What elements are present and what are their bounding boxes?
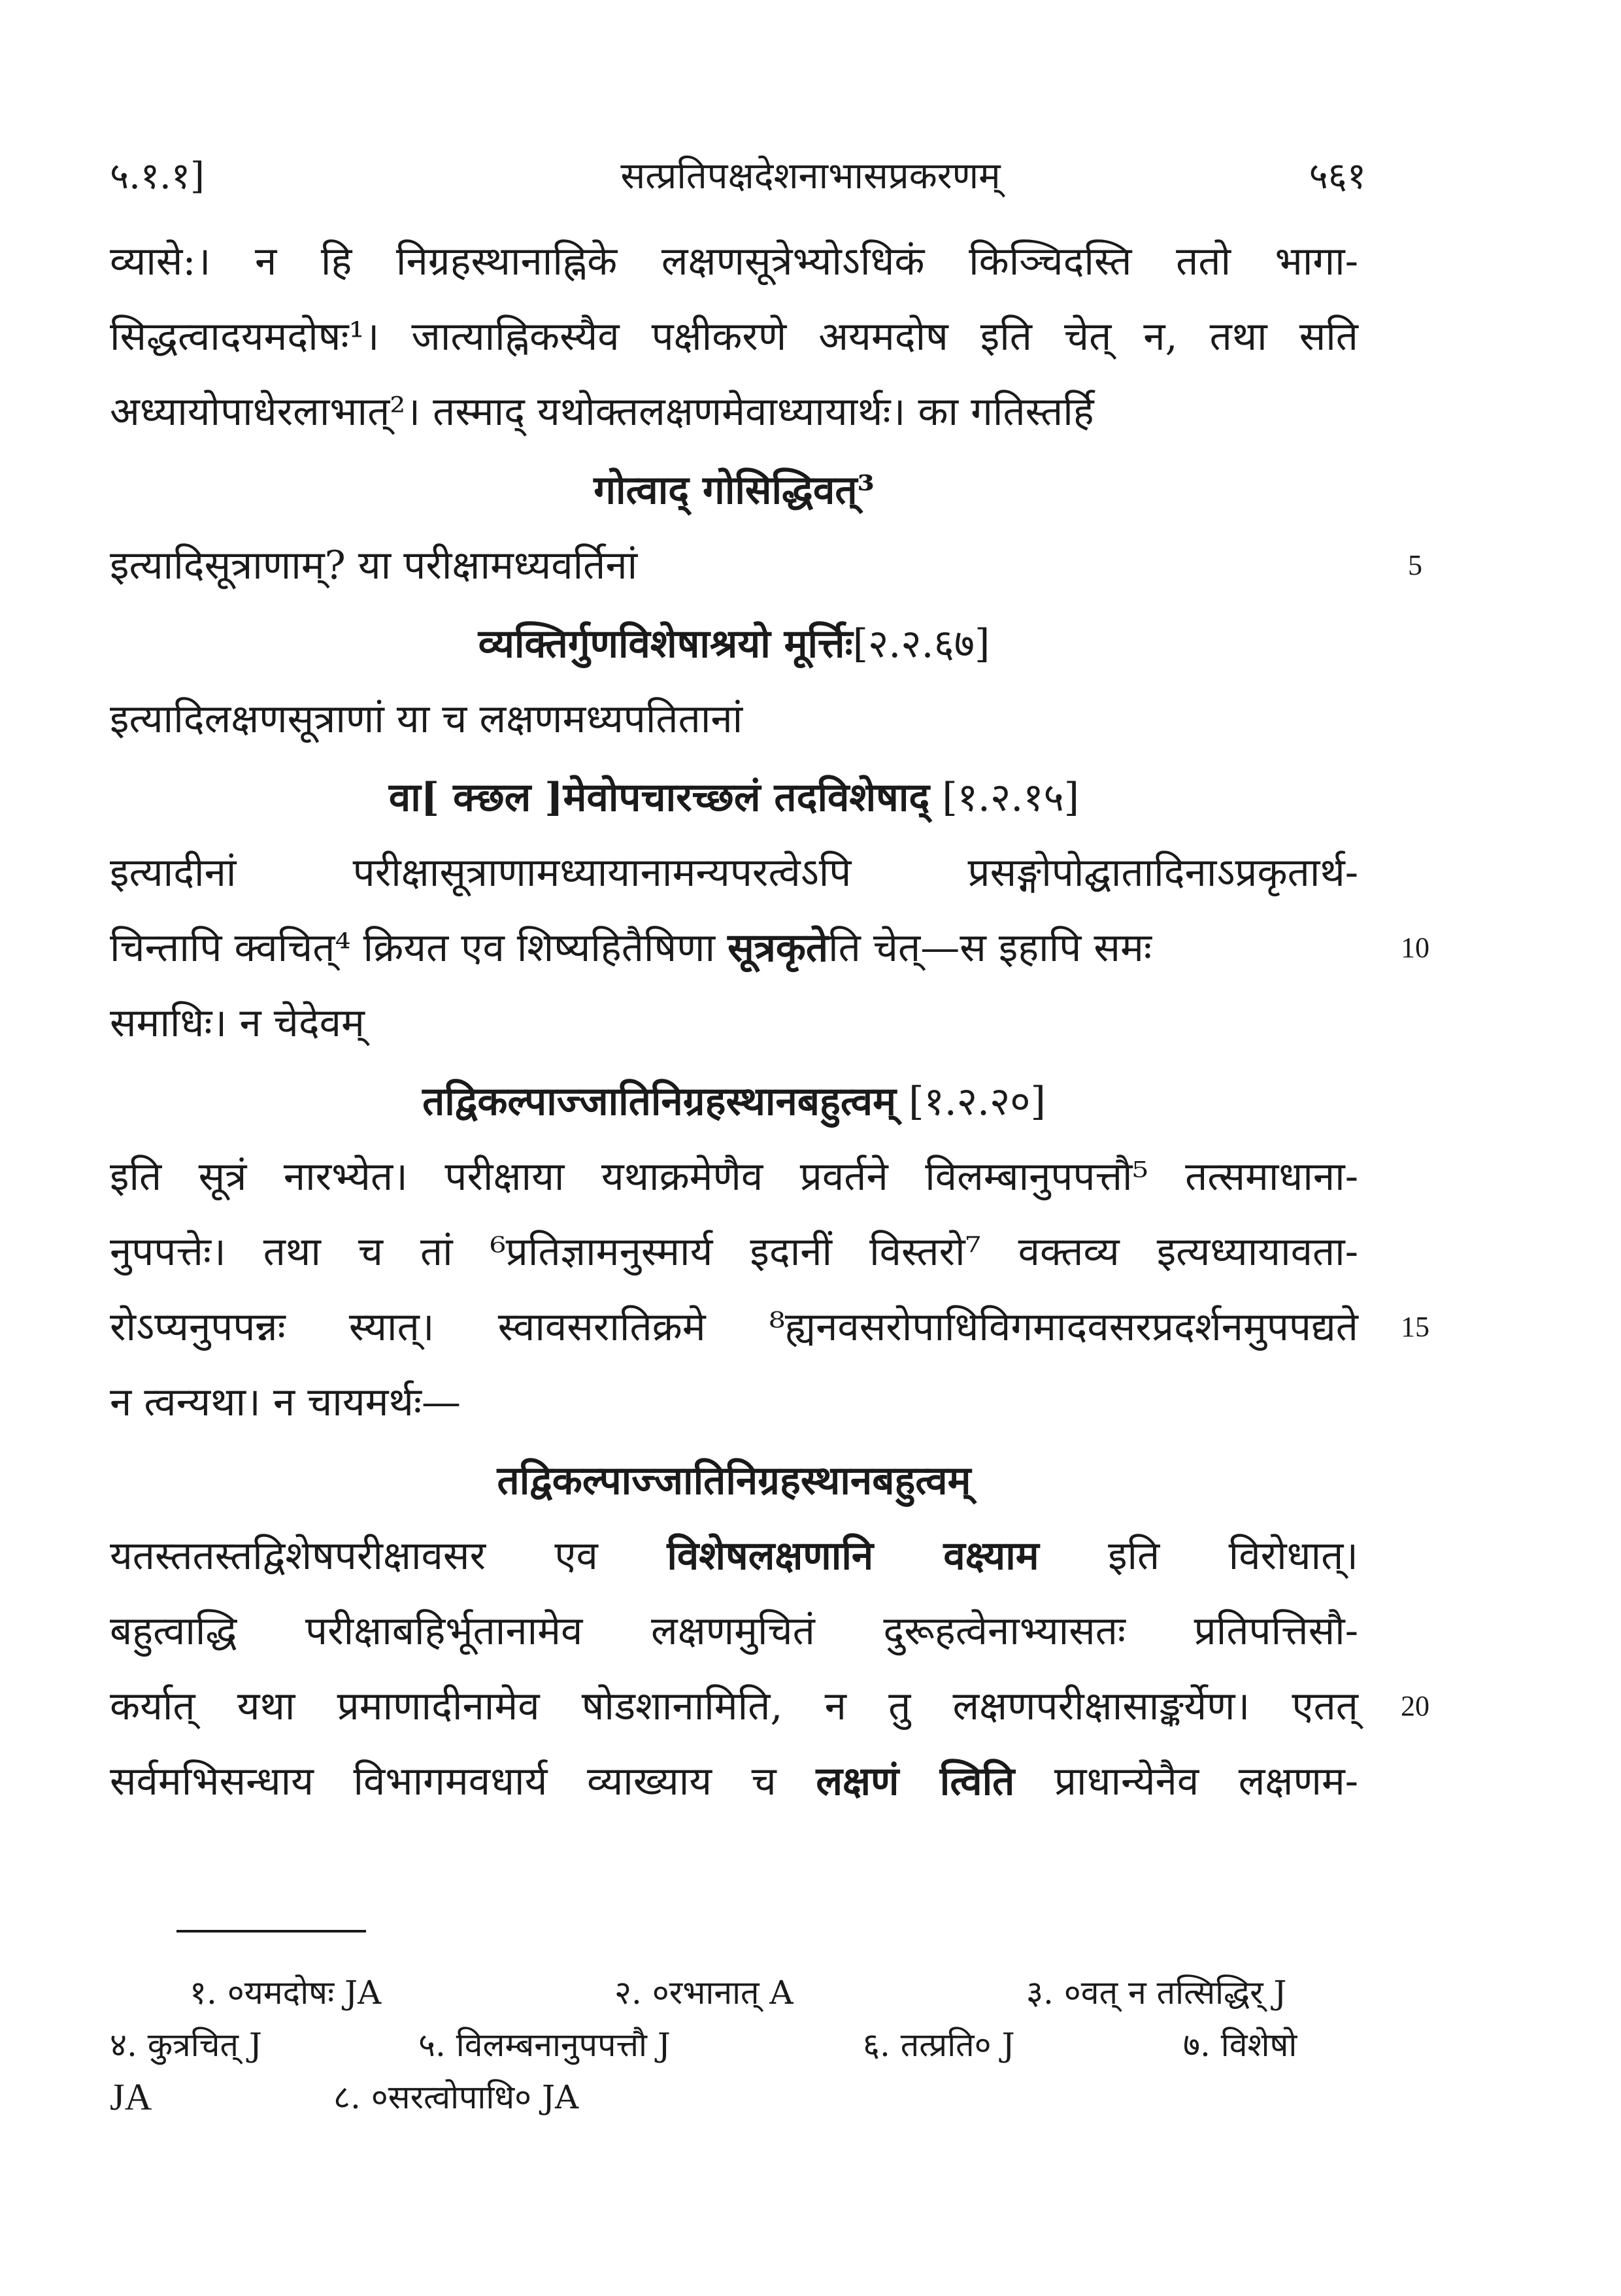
text-line — [110, 919, 1358, 977]
sutra-reference: [१.२.१५] — [942, 775, 1080, 820]
bold-term: लक्षणं त्विति — [816, 1759, 1015, 1804]
footnote-continuation: JA — [110, 2076, 152, 2118]
text-line: न त्वन्यथा। न चायमर्थः— — [110, 1379, 461, 1425]
text-line: इति सूत्रं नारभ्येत। परीक्षाया यथाक्रमेणैव प्रवर्तने विलम्बानुपपत्तौ⁵ तत्समाधाना- — [110, 1154, 1358, 1200]
text-line: इत्यादिसूत्राणाम्? या परीक्षामध्यवर्तिनां — [110, 543, 638, 588]
bold-term: सूत्रकृते — [727, 925, 829, 971]
footnote: ८. ०सरत्वोपाधि० JA — [333, 2078, 579, 2116]
sutra-heading: गोत्वाद् गोसिद्धिवत्³ — [593, 467, 875, 513]
sutra-text: तद्विकल्पाज्जातिनिग्रहस्थानबहुत्वम् — [422, 1079, 897, 1124]
footnote-separator — [176, 1930, 366, 1933]
bold-term: विशेषलक्षणानि वक्ष्याम — [667, 1533, 1039, 1579]
text-line: समाधिः। न चेदेवम् — [110, 1000, 365, 1046]
margin-line-number: 5 — [1408, 549, 1422, 581]
sutra-heading: तद्विकल्पाज्जातिनिग्रहस्थानबहुत्वम् — [497, 1458, 971, 1504]
text-line: कर्यात् यथा प्रमाणादीनामेव षोडशानामिति, न तु लक्षणपरीक्षासाङ्कर्येण। एतत् — [110, 1683, 1358, 1729]
footnote: ६. तत्प्रति० J — [863, 2026, 1015, 2064]
text-line — [110, 1752, 1358, 1811]
text-span: चिन्तापि क्वचित्⁴ क्रियत एव शिष्यहितैषिणा — [110, 925, 716, 971]
text-line: नुपपत्तेः। तथा च तां ⁶प्रतिज्ञामनुस्मार्य इदानीं विस्तरो⁷ वक्तव्य इत्यध्यायावता- — [110, 1229, 1358, 1275]
footnote: ४. कुत्रचित् J — [110, 2026, 262, 2064]
text-line: सिद्धत्वादयमदोषः¹। जात्याह्निकस्यैव पक्षीकरणे अयमदोष इति चेत् न, तथा सति — [110, 314, 1358, 360]
header-section-ref: ५.१.१] — [110, 155, 205, 197]
sutra-heading — [110, 768, 1358, 827]
sutra-text: व्यक्तिर्गुणविशेषाश्रयो मूर्त्तिः — [478, 621, 853, 667]
sutra-text: वा[ क्छल ]मेवोपचारच्छलं तदविशेषाद् — [388, 775, 930, 820]
text-line — [110, 1527, 1358, 1585]
text-span: सर्वमभिसन्धाय विभागमवधार्य व्याख्याय च — [110, 1759, 777, 1804]
text-span: इति विरोधात्। — [1108, 1533, 1359, 1579]
text-line: इत्यादिलक्षणसूत्राणां या च लक्षणमध्यपतितानां — [110, 696, 743, 742]
margin-line-number: 20 — [1401, 1690, 1429, 1722]
sutra-heading — [110, 1072, 1358, 1131]
text-span: ति चेत्—स इहापि समः — [828, 925, 1152, 971]
header-chapter-title: सत्प्रतिपक्षदेशनाभासप्रकरणम् — [620, 155, 1001, 197]
text-line: बहुत्वाद्धि परीक्षाबहिर्भूतानामेव लक्षणमुचितं दुरूहत्वेनाभ्यासतः प्रतिपत्तिसौ- — [110, 1608, 1358, 1654]
footnote: १. ०यमदोषः JA — [190, 1974, 382, 2012]
footnote: ७. विशेषो — [1183, 2026, 1297, 2064]
text-span: प्राधान्येनैव लक्षणम- — [1054, 1759, 1358, 1804]
margin-line-number: 10 — [1401, 932, 1429, 964]
sutra-reference: [२.२.६७] — [852, 621, 990, 667]
sutra-heading — [110, 615, 1358, 673]
text-line: व्यासे:। न हि निग्रहस्थानाह्निके लक्षणसूत्रेभ्योऽधिकं किञ्चिदस्ति ततो भागा- — [110, 239, 1358, 284]
text-span: यतस्ततस्तद्विशेषपरीक्षावसर एव — [110, 1533, 598, 1579]
header-page-number: ५६१ — [1309, 155, 1366, 197]
margin-line-number: 15 — [1401, 1311, 1429, 1343]
text-line: इत्यादीनां परीक्षासूत्राणामध्यायानामन्यपरत्वेऽपि प्रसङ्गोपोद्घातादिनाऽप्रकृतार्थ- — [110, 850, 1358, 896]
sutra-reference: [१.२.२०] — [909, 1079, 1046, 1124]
text-line: रोऽप्यनुपपन्नः स्यात्। स्वावसरातिक्रमे ⁸ह्यनवसरोपाधिविगमादवसरप्रदर्शनमुपपद्यते — [110, 1304, 1358, 1350]
footnote: ५. विलम्बनानुपपत्तौ J — [418, 2026, 671, 2064]
text-line: अध्यायोपाधेरलाभात्²। तस्माद् यथोक्तलक्षणमेवाध्यायार्थः। का गतिस्तर्हि — [110, 389, 1094, 435]
footnote: २. ०रभानात् A — [614, 1974, 794, 2012]
footnote: ३. ०वत् न तत्सिद्धिर् J — [1026, 1974, 1287, 2012]
